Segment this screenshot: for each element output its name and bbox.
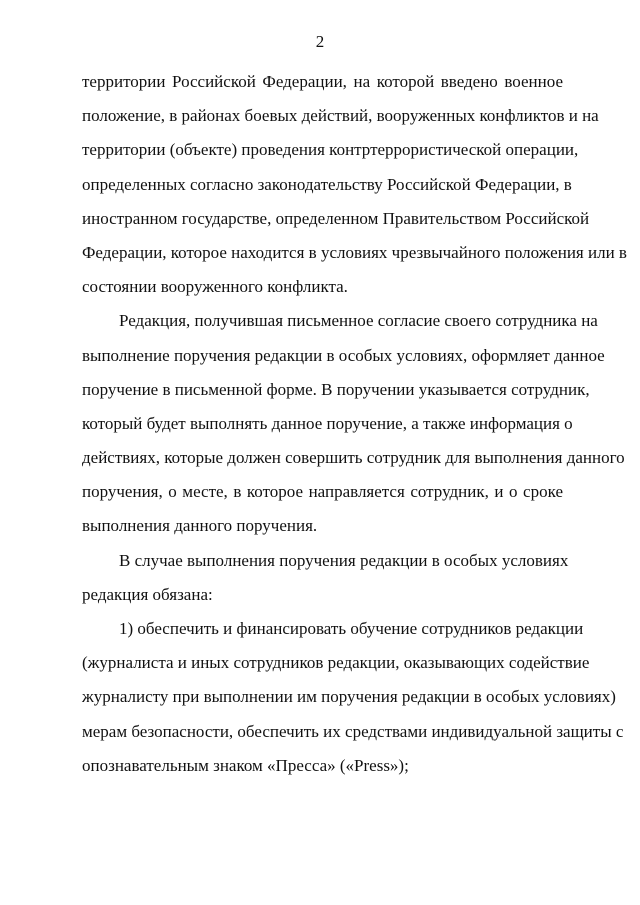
text-line: выполнение поручения редакции в особых условиях, оформляет данное [82,345,605,365]
text-line: действиях, которые должен совершить сотрудник для выполнения данного [82,448,625,468]
page-number: 2 [315,32,325,51]
text-line: территории (объекте) проведения контртеррористической операции, [82,140,579,160]
text-line: выполнения данного поручения. [82,516,318,536]
paragraph [82,550,569,619]
text-line: журналисту при выполнении им поручения редакции в особых условиях) [82,687,616,707]
text-line: определенных согласно законодательству Российской Федерации, в [82,174,572,194]
text-line: иностранном государстве, определенном Правительством Российской [82,208,590,228]
text-line: территории Российской Федерации, на которой введено военное [82,72,563,91]
text-line: 1) обеспечить и финансировать обучение сотрудников редакции [119,619,584,638]
text-line: Федерации, которое находится в условиях чрезвычайного положения или в [82,242,627,262]
paragraph [82,619,624,790]
text-line: который будет выполнять данное поручение, а также информация о [82,413,573,433]
paragraph [82,72,627,311]
text-line: поручения, о месте, в которое направляется сотрудник, и о сроке [82,482,563,502]
text-line: положение, в районах боевых действий, вооруженных конфликтов и на [82,106,599,126]
text-line: редакция обязана: [82,584,213,604]
text-line: (журналиста и иных сотрудников редакции, оказывающих содействие [82,653,590,673]
text-line: В случае выполнения поручения редакции в особых условиях [119,550,569,570]
text-line: опознавательным знаком «Пресса» («Press»); [82,755,409,775]
text-line: Редакция, получившая письменное согласие своего сотрудника на [119,311,598,331]
document-body [82,72,627,790]
text-line: мерам безопасности, обеспечить их средствами индивидуальной защиты с [82,721,624,741]
paragraph [82,311,625,550]
text-line: состоянии вооруженного конфликта. [82,277,348,297]
text-line: поручение в письменной форме. В поручении указывается сотрудник, [82,379,590,399]
